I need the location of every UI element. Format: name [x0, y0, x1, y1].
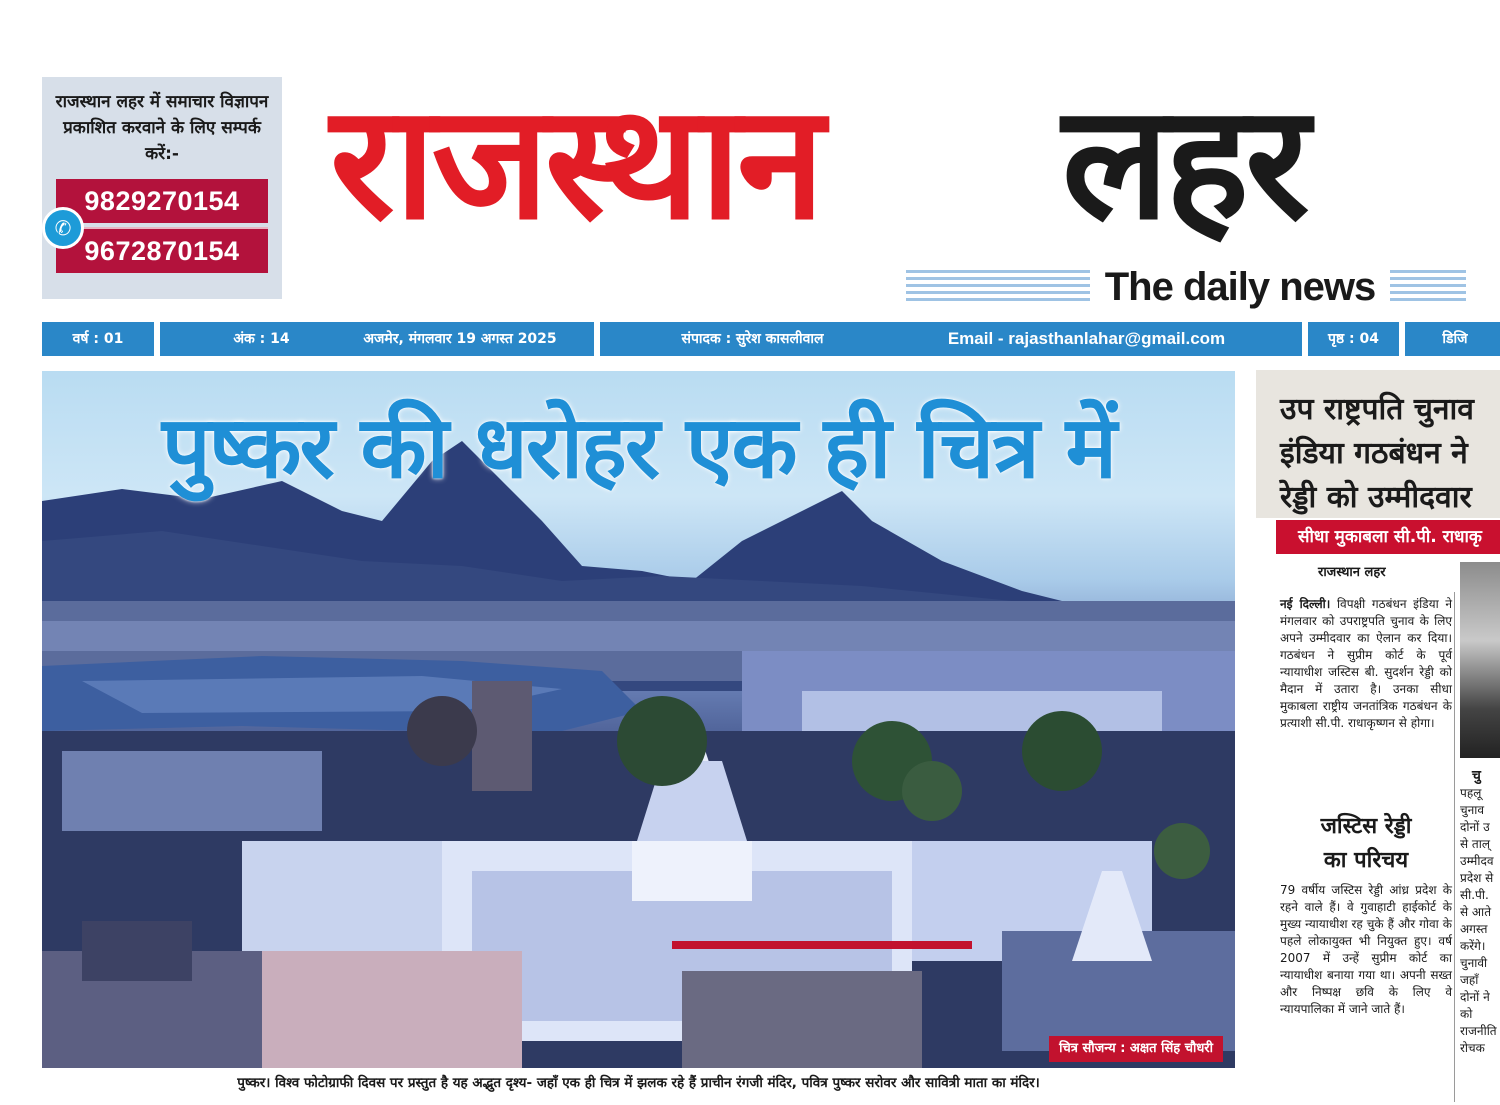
info-page: पृष्ठ : 04: [1308, 322, 1399, 356]
column-2-line: चुनावी: [1460, 956, 1488, 970]
column-2-line: अगस्त: [1460, 922, 1488, 936]
info-issue: अंक : 14: [160, 322, 363, 356]
ad-phone-number-1[interactable]: 9829270154: [56, 179, 268, 223]
column-2-line: दोनों उ: [1460, 820, 1490, 834]
column-2-line: को: [1460, 1007, 1473, 1021]
column-divider: [1454, 592, 1455, 1102]
info-email[interactable]: Email - rajasthanlahar@gmail.com: [871, 322, 1302, 356]
side-body-column-2: [1460, 768, 1500, 1057]
column-2-line: सी.पी.: [1460, 888, 1489, 902]
side-subheadline: सीधा मुकाबला सी.पी. राधाकृ: [1276, 520, 1500, 554]
column-2-line: राजनीति: [1460, 1024, 1497, 1038]
section-heading-line: का परिचय: [1323, 848, 1409, 873]
masthead-tagline: The daily news: [1090, 262, 1390, 312]
info-date: अजमेर, मंगलवार 19 अगस्त 2025: [326, 322, 594, 356]
ad-contact-text: राजस्थान लहर में समाचार विज्ञापन प्रकाशित करवाने के लिए सम्पर्क करें:-: [55, 92, 269, 164]
side-byline: राजस्थान लहर: [1318, 565, 1386, 580]
main-story-photo: [42, 371, 1235, 1068]
side-body-paragraph-2: 79 वर्षीय जस्टिस रेड्डी आंध्र प्रदेश के रहने वाले हैं। वे गुवाहाटी हाईकोर्ट के मुख्य न्यायाधीश रह चुके हैं और गोवा के पहले लोकायुक्त भी नियुक्त हुए। वर्ष 2007 में उन्हें सुप्रीम कोर्ट का न्यायाधीश बनाया गया था। अपनी सख्त और निष्पक्ष छवि के लिए वे न्यायपालिका में जाने जाते हैं।: [1280, 883, 1452, 1016]
section-heading-line: जस्टिस रेड्डी: [1320, 814, 1412, 839]
section-heading: [1280, 810, 1452, 878]
column-2-line: उम्मीदव: [1460, 854, 1494, 868]
column-2-line: पहलू: [1460, 786, 1482, 800]
side-headline-line: उप राष्ट्रपति चुनाव: [1280, 392, 1474, 427]
info-edition: डिजि: [1405, 322, 1500, 356]
side-headline: [1280, 388, 1500, 520]
column-2-line: से ताल्: [1460, 837, 1491, 851]
column-2-line: करेंगे।: [1460, 939, 1486, 953]
paragraph-text: विपक्षी गठबंधन इंडिया ने मंगलवार को उपराष्ट्रपति चुनाव के लिए अपने उम्मीदवार का ऐलान कर दिया। गठबंधन ने सुप्रीम कोर्ट के पूर्व न्यायाधीश जस्टिस बी. सुदर्शन रेड्डी को मैदान में उतारा है। उनका सीधा मुकाबला राष्ट्रीय जनतांत्रिक गठबंधन के प्रत्याशी सी.पी. राधाकृष्णन से होगा।: [1280, 597, 1452, 730]
info-year: वर्ष : 01: [42, 322, 154, 356]
dateline: नई दिल्ली।: [1280, 597, 1331, 611]
main-headline: पुष्कर की धरोहर एक ही चित्र में: [161, 398, 1116, 498]
column-2-line: प्रदेश से: [1460, 871, 1494, 885]
side-headline-line: रेड्डी को उम्मीदवार: [1280, 480, 1472, 515]
side-story: [1256, 370, 1500, 1105]
masthead-title-part1: राजस्थान: [330, 71, 821, 255]
person-photo: [1460, 562, 1500, 758]
photo-credit: चित्र सौजन्य : अक्षत सिंह चौधरी: [1049, 1036, 1223, 1062]
issue-info-bar: [42, 322, 1500, 356]
phone-icon: ✆: [42, 207, 84, 249]
side-headline-line: इंडिया गठबंधन ने: [1280, 436, 1468, 471]
info-editor: संपादक : सुरेश कासलीवाल: [600, 322, 905, 356]
photo-caption: पुष्कर। विश्व फोटोग्राफी दिवस पर प्रस्तुत है यह अद्भुत दृश्य- जहाँ एक ही चित्र में झलक रहे हैं प्राचीन रंगजी मंदिर, पवित्र पुष्कर सरोवर और सावित्री माता का मंदिर।: [237, 1075, 1040, 1091]
side-body-paragraph-1: [1280, 596, 1452, 732]
masthead-title-part2: लहर: [1062, 71, 1306, 255]
column-2-line: दोनों ने: [1460, 990, 1490, 1004]
column-2-line: से आते: [1460, 905, 1492, 919]
column-2-line: रोचक: [1460, 1041, 1485, 1055]
column-2-line: जहाँ: [1460, 973, 1479, 987]
column-2-heading: चु: [1472, 768, 1481, 784]
advertisement-contact-box: [42, 77, 282, 299]
column-2-line: चुनाव: [1460, 803, 1485, 817]
ad-phone-number-2[interactable]: 9672870154: [56, 227, 268, 273]
